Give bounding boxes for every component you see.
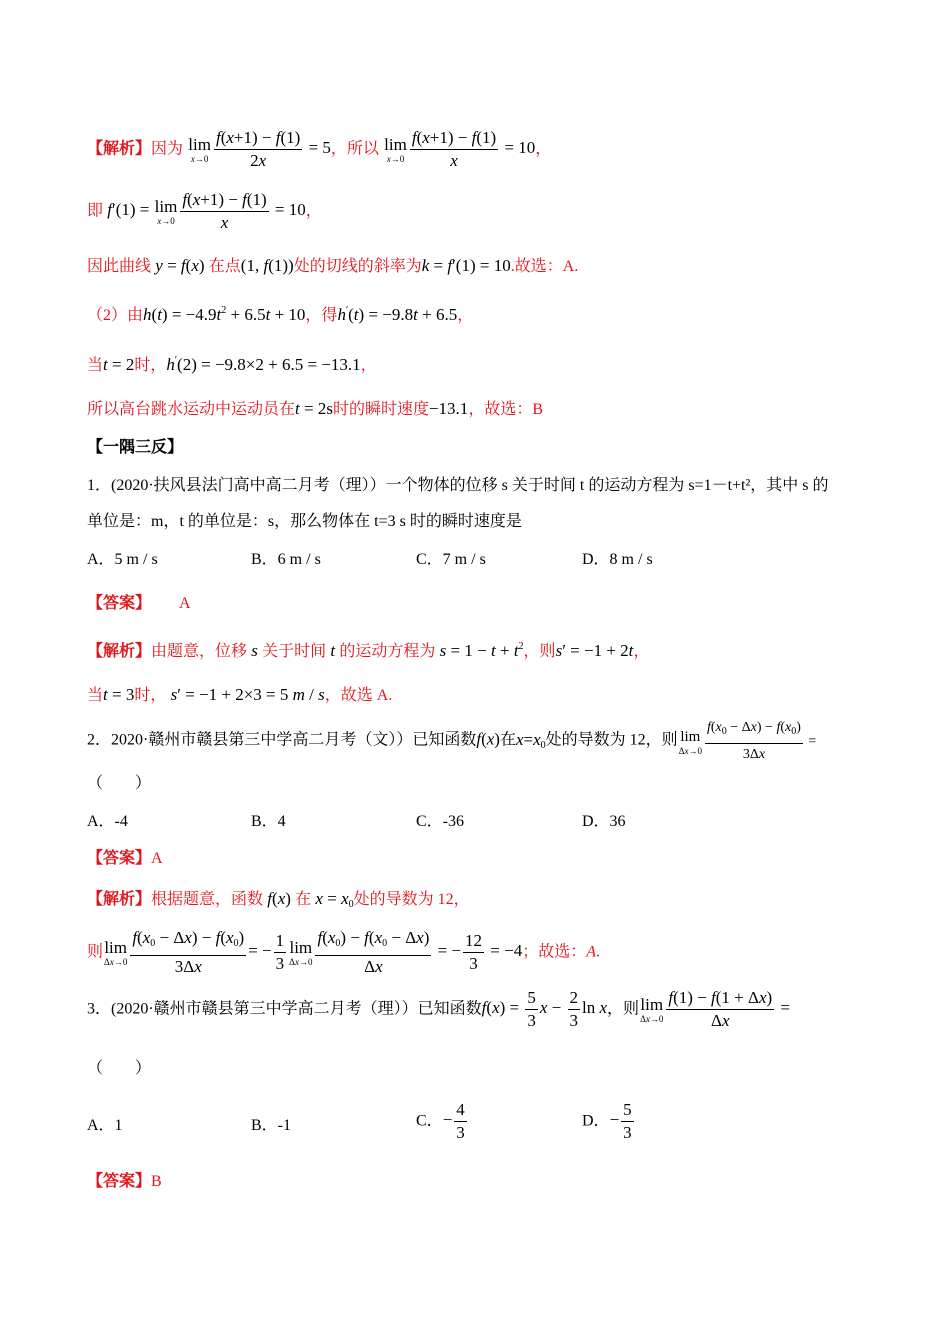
text-seg: .故选：A. <box>510 258 579 275</box>
q3-option-d: D．− $\frac{5}{3}$ <box>582 1100 632 1142</box>
text-seg: ， <box>535 140 552 158</box>
text-seg: 处的切线的斜率为 <box>293 258 422 275</box>
q1-option-d: D．8 m / s <box>582 551 653 568</box>
text-seg: 在 <box>499 731 516 749</box>
q2-option-a: A．-4 <box>87 813 128 830</box>
option-label: C． <box>416 1112 443 1130</box>
text-seg: 关于时间 <box>262 643 327 660</box>
text-seg: ，所以 <box>330 140 379 158</box>
answer-value: A <box>151 850 163 867</box>
solution-line-3: 因此曲线 y = f(x) 在点(1, f(1))处的切线的斜率为k = f′(1) = 10.故选：A. <box>87 256 579 275</box>
answer-value: A <box>179 595 191 612</box>
text-seg: ，得 <box>305 307 338 324</box>
q1-option-b: B．6 m / s <box>251 551 321 568</box>
analysis-label: 【解析】 <box>87 643 152 660</box>
q3-option-b: B．-1 <box>251 1117 292 1134</box>
text-seg: 的运动方程为 <box>339 643 436 660</box>
q2-option-c: C．-36 <box>416 813 465 830</box>
text-seg: ，故选 A. <box>324 687 393 704</box>
text-seg: 在 <box>295 891 312 908</box>
q1-analysis-1: 【解析】由题意，位移 s 关于时间 t 的运动方程为 $s = 1 - t + t^2$，则s′ = −1 + 2t， <box>87 641 650 660</box>
text-seg: 所以高台跳水运动中运动员在 <box>87 401 296 418</box>
solution-line-1 <box>87 128 870 171</box>
section-heading: 【一隅三反】 <box>87 439 184 456</box>
q3-answer <box>87 1168 870 1191</box>
q2-paren: （ ） <box>87 775 152 792</box>
text-seg: ，则 <box>607 1000 640 1018</box>
text-seg: 当 <box>87 357 104 374</box>
question-3-line-1: 3．(2020·赣州市赣县第三中学高二月考（理））已知函数f(x) = $\frac{5}{3}$ x − $\frac{2}{3}$ ln x，则 lim Δx→0 $\frac{f(1) - f(1 + \Delta x)}{\Delta x}$ = <box>87 988 790 1030</box>
question-1-line-2: 单位是：m，t 的单位是：s，那么物体在 t=3 s 时的瞬时速度是 <box>87 513 522 530</box>
q1-option-c: C．7 m / s <box>416 551 486 568</box>
solution-line-4: （2）由$h(t) = -4.9t^2 + 6.5t + 10$，得h′(t) = −9.8t + 6.5， <box>87 305 474 324</box>
q2-answer <box>87 845 870 868</box>
q2-option-b: B．4 <box>251 813 286 830</box>
answer-label: 【答案】 <box>87 850 152 867</box>
solution-line-2 <box>87 190 870 233</box>
text-seg: . <box>596 943 601 961</box>
formula-limit-1: lim x→0 $\frac{f(x+1) - f(1)}{2x}$ = 5 <box>188 128 331 170</box>
text-seg: ，则 <box>523 643 556 660</box>
text-seg: ，故选：B <box>468 401 543 418</box>
text-seg: 2．2020·赣州市赣县第三中学高二月考（文））已知函数 <box>87 731 477 749</box>
q1-analysis-2: 当t = 3时， s′ = −1 + 2×3 = 5 m / s，故选 A. <box>87 685 393 704</box>
text-seg: 根据题意，函数 <box>151 891 264 908</box>
solution-line-6: 所以高台跳水运动中运动员在t = 2s时的瞬时速度−13.1，故选：B <box>87 399 543 418</box>
text-seg: A <box>586 943 597 961</box>
text-seg: 时， <box>134 687 167 704</box>
q3-option-c: C．− $\frac{4}{3}$ <box>416 1100 465 1142</box>
analysis-label: 【解析】 <box>87 140 152 158</box>
option-label: D． <box>582 1112 610 1130</box>
text-seg: 由题意，位移 <box>151 643 248 660</box>
q2-option-d: D．36 <box>582 813 626 830</box>
text-seg: ， <box>457 307 474 324</box>
q2-analysis-1: 【解析】根据题意，函数 f(x) 在 $x = x_0$处的导数为 12， <box>87 889 470 910</box>
text-seg: ， <box>633 643 650 660</box>
text-seg: ；故选： <box>522 943 587 961</box>
text-seg: 处的导数为 12， <box>353 891 470 908</box>
answer-label: 【答案】 <box>87 595 152 612</box>
text-seg: 时的瞬时速度 <box>332 401 429 418</box>
text-seg: （2）由 <box>87 307 144 324</box>
solution-line-5: 当t = 2时，h′(2) = −9.8×2 + 6.5 = −13.1， <box>87 355 377 374</box>
text-seg: 当 <box>87 687 104 704</box>
text-seg: 处的导数为 12，则 <box>545 731 678 749</box>
analysis-label: 【解析】 <box>87 891 152 908</box>
text-seg: ， <box>305 202 322 220</box>
text-seg: 则 <box>87 943 104 961</box>
q1-answer <box>87 590 870 613</box>
question-2-line-1: 2．2020·赣州市赣县第三中学高二月考（文））已知函数f(x)在$x=x_0$处的导数为 12，则 lim Δx→0 $\frac{f(x_0 - \Delta x) - f(x_0)}{3\Delta x}$ = <box>87 720 817 762</box>
answer-value: B <box>151 1173 162 1190</box>
text-seg: 因为 <box>151 140 184 158</box>
text-seg: ， <box>360 357 377 374</box>
q3-paren: （ ） <box>87 1060 152 1077</box>
text-seg: 在点 <box>208 258 241 275</box>
q1-option-a: A．5 m / s <box>87 551 158 568</box>
text-seg: 时， <box>134 357 167 374</box>
question-1-line-1: 1．(2020·扶风县法门高中高二月考（理））一个物体的位移 s 关于时间 t 的运动方程为 s=1－t+t²，其中 s 的 <box>87 477 829 494</box>
formula-limit-2: lim x→0 $\frac{f(x+1) - f(1)}{x}$ = 10 <box>384 128 536 170</box>
q2-analysis-2: 则 lim Δx→0 $\frac{f(x_0 - \Delta x) - f(x_0)}{3\Delta x}$ = − $\frac{1}{3}$ lim Δx→0 $\frac{f(x_0) - f(x_0 - \Delta x)}{\Delta x}$ = − $\frac{12}{3}$ = −4；故选：A. <box>87 928 601 976</box>
q3-option-a: A．1 <box>87 1117 123 1134</box>
answer-label: 【答案】 <box>87 1173 152 1190</box>
text-seg: 即 <box>87 202 104 220</box>
text-seg: 因此曲线 <box>87 258 152 275</box>
formula-derivative: f′(1) = lim x→0 $\frac{f(x+1) - f(1)}{x}$ = 10 <box>107 190 306 232</box>
text-seg: 3．(2020·赣州市赣县第三中学高二月考（理））已知函数 <box>87 1000 482 1018</box>
